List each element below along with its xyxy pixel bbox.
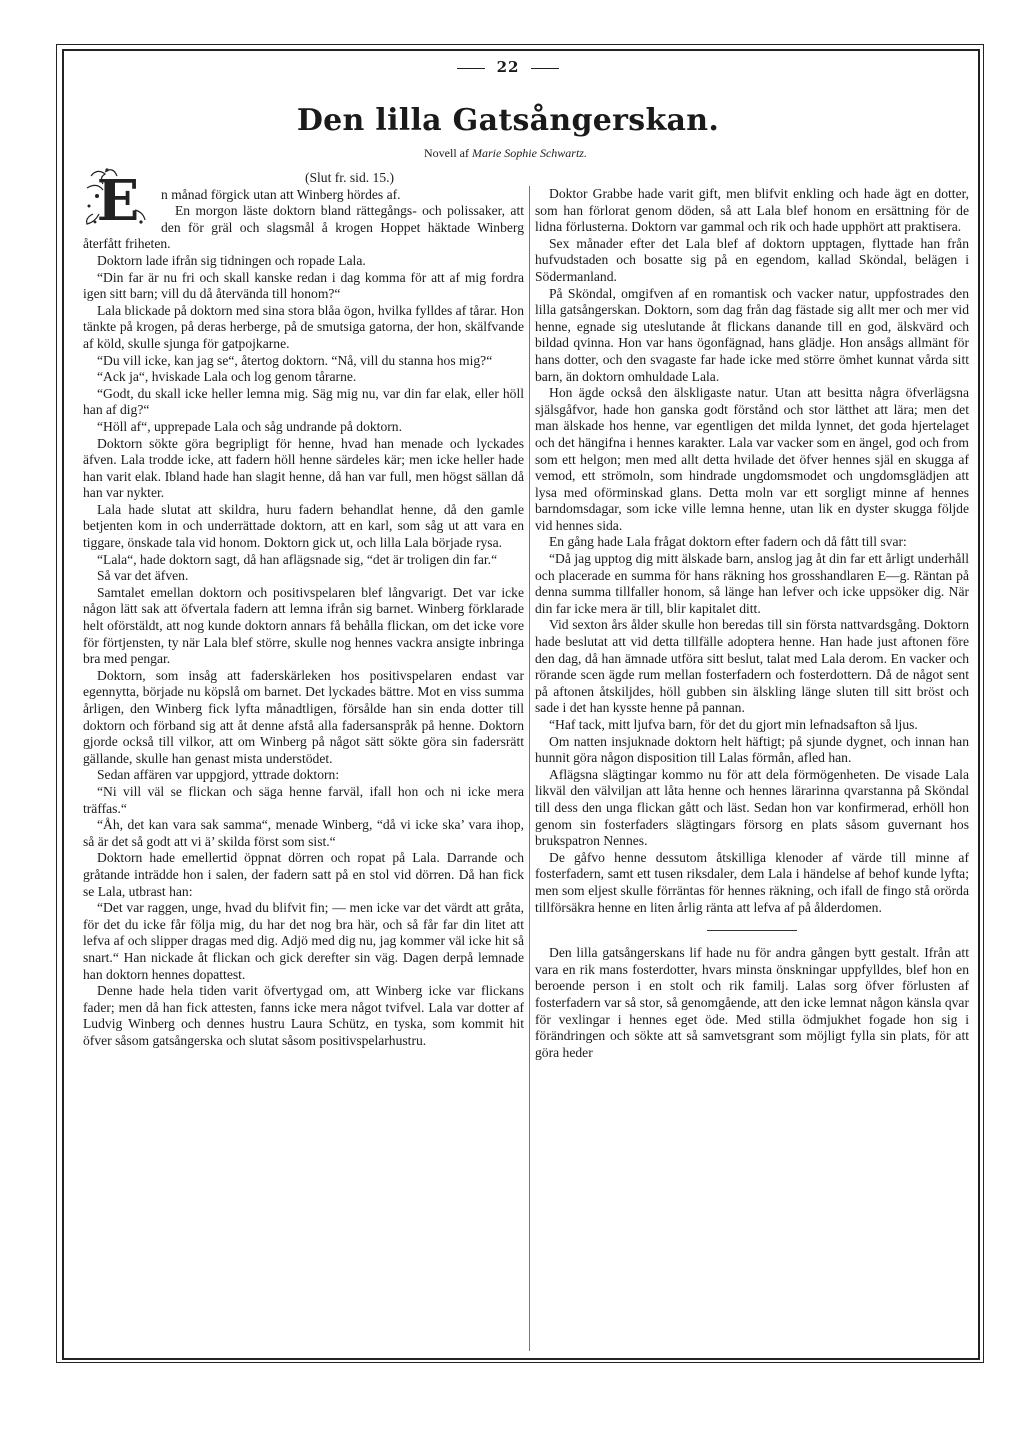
paragraph: “Lala“, hade doktorn sagt, då han aflägsnade sig, “det är troligen din far.“ — [97, 551, 498, 567]
paragraph: “Ni vill väl se flickan och säga henne farväl, ifall hon och ni icke mera träffas.“ — [83, 783, 524, 816]
section-rule — [707, 930, 797, 931]
paragraph: Doktor Grabbe hade varit gift, men blifvit enkling och hade ägt en dotter, som han förlorat genom döden, så att Lala blef honom en ersättning för de lidna förlusterna. Doktorn var gammal och rik och hade upphört att praktisera. — [535, 186, 969, 235]
page-number-text: 22 — [496, 58, 520, 76]
paragraph: Sex månader efter det Lala blef af doktorn upptagen, flyttade han från hufvudstaden och bosatte sig på en egendom, kallad Sköndal, belägen i Södermanland. — [535, 235, 969, 284]
paragraph: De gåfvo henne dessutom åtskilliga klenoder af värde till minne af fosterfadern, samt ett tusen riksdaler, dem Lala i händelse af behof kunde lyfta; men som eljest skulle förräntas för hennes räkning, och ifall de fingo stå orörda tillförsäkra henne en liten årlig ränta att lefva af på ålderdomen. — [535, 849, 969, 915]
paragraph: Samtalet emellan doktorn och positivspelaren blef långvarigt. Det var icke någon lätt sak att öfvertala fadern att lemna ifrån sig barnet. Winberg förklarade helt oförstäldt, att nog kunde doktorn annars få behålla flickan, om det icke vore för förtjensten, ty när Lala blef större, skulle nog hennes vackra ansigte inbringa bra med pengar. — [83, 584, 524, 667]
drop-cap-letter: E — [96, 168, 140, 228]
byline — [424, 146, 587, 161]
paragraph: Denne hade hela tiden varit öfvertygad om, att Winberg icke var flickans fader; men då han fick attesten, fanns icke mera något tvifvel. Lala var dotter af Ludvig Winberg och dennes hustru Laura Schütz, en tyska, som kommit hit öfver såsom gatsångerska och slutat såsom positivspelarhustru. — [83, 983, 524, 1048]
paragraph: “Det var raggen, unge, hvad du blifvit fin; — men icke var det värdt att gråta, för det du icke får följa mig, du har det nog bra här, och så får far din litet att lefva af och slipper dragas med dig. Adjö med dig nu, jag kommer väl icke hit så snart.“ Han nickade åt flickan och gick derefter sin väg. Dagen derpå lemnade han doktorn hennes dopattest. — [83, 900, 524, 982]
paragraph: n månad förgick utan att Winberg hördes af. — [161, 186, 401, 202]
paragraph: Doktorn, som insåg att faderskärleken hos positivspelaren endast var egennytta, började nu köpslå om barnet. Det lyckades bättre. Mot en viss summa årligen, den Winberg fick lyfta månadtligen, försålde han sin enda dotter till doktorn och förband sig att åt denne afstå alla fadersanspråk på henne. Doktorn gjorde också till vilkor, att om Winberg på något sätt sökte göra sin fadersrätt gällande, skulle han genast mista understödet. — [83, 667, 524, 766]
column-separator — [529, 186, 530, 1351]
paragraph: Doktorn hade emellertid öppnat dörren och ropat på Lala. Darrande och gråtande inträdde hon i salen, der fadern satt på en stol vid dörren. Då han fick se Lala, utbrast han: — [83, 850, 524, 899]
right-paragraphs — [535, 186, 969, 1061]
paragraph: Doktorn sökte göra begripligt för henne, hvad han menade och lyckades äfven. Lala trodde icke, att fadern höll henne särdeles kär; men icke heller hade han varit elak. Ibland hade han slagit henne, då han var full, men högst sällan då han var nykter. — [83, 435, 524, 501]
paragraph: “Godt, du skall icke heller lemna mig. Säg mig nu, var din far elak, eller höll han af dig?“ — [83, 385, 524, 418]
paragraph: En morgon läste doktorn bland rättegångs- och polissaker, att den för gräl och slagsmål å krogen Hoppet häktade Winberg återfått friheten. — [83, 203, 524, 252]
page-number-dash-left — [457, 68, 485, 69]
paragraph: Aflägsna slägtingar kommo nu för att dela förmögenheten. De visade Lala likväl den välviljan att låta henne och hennes lärarinna qvarstanna på Sköndal till dess den unga flickan gått och läst. Sedan hon var konfirmerad, erhöll hon genom sin fosterfaders slägtingars försorg en plats såsom guvernant hos brukspatron Nennes. — [535, 766, 969, 849]
page-number — [0, 58, 1016, 76]
paragraph: “Höll af“, upprepade Lala och såg undrande på doktorn. — [97, 418, 402, 434]
paragraph: Lala hade slutat att skildra, huru fadern behandlat henne, då den gamle betjenten kom in och underrättade doktorn, att en karl, som såg ut att vara en tiggare, önskade tala vid honom. Doktorn gick ut, och lilla Lala började rysa. — [83, 501, 524, 551]
paragraph: “Åh, det kan vara sak samma“, menade Winberg, “då vi icke ska’ vara ihop, så är det så godt att vi ä’ skilda först som sist.“ — [83, 817, 524, 849]
ornamental-drop-cap — [83, 166, 153, 228]
paragraph: Den lilla gatsångerskans lif hade nu för andra gången bytt gestalt. Ifrån att vara en rik mans fosterdotter, hvars minsta önskningar uppfylldes, blef hon en beroende person i en stolt och rik familj. Lalas sorg öfver förlusten af fosterfadern var så stor, så genomgående, att den icke lemnat någon känsla qvar för vexlingar i hennes eget öde. Med stilla ödmjukhet fogade hon sig i förändringen och sökte att så samvetsgrant som möjligt fylla sin plats, för att göra heder — [535, 945, 969, 1060]
paragraph: Sedan affären var uppgjord, yttrade doktorn: — [97, 767, 340, 783]
paragraph: “Haf tack, mitt ljufva barn, för det du gjort min lefnadsafton så ljus. — [549, 717, 918, 732]
paragraph: Doktorn lade ifrån sig tidningen och ropade Lala. — [97, 252, 366, 268]
paragraph: Lala blickade på doktorn med sina stora blåa ögon, hvilka fylldes af tårar. Hon tänkte på krogen, på deras herberge, på de smutsiga gatorna, der hon, skälfvande af köld, skulle sjunga för gatpojkarne. — [83, 302, 524, 351]
byline-prefix: Novell af — [424, 146, 469, 160]
page-number-dash-right — [531, 68, 559, 69]
paragraph: “Du vill icke, kan jag se“, återtog doktorn. “Nå, vill du stanna hos mig?“ — [97, 352, 493, 368]
left-column — [83, 170, 524, 1049]
paragraph: Så var det äfven. — [97, 568, 189, 584]
byline-author: Marie Sophie Schwartz. — [471, 146, 587, 160]
paragraph: “Ack ja“, hviskade Lala och log genom tårarne. — [97, 369, 357, 385]
left-paragraphs — [83, 187, 524, 1050]
paragraph: Om natten insjuknade doktorn helt häftigt; på sjunde dygnet, och innan han hunnit göra någon disposition till Lalas förmån, afled han. — [535, 733, 969, 766]
paragraph: “Då jag upptog dig mitt älskade barn, anslog jag åt din far ett årligt underhåll och placerade en summa för hans räkning hos grosshandlaren E—g. Räntan på denna summa tillfaller honom, så länge han lefver och icke uppsöker dig. När din far icke mera är till, blir kapitalet ditt. — [535, 551, 969, 616]
paragraph: “Din far är nu fri och skall kanske redan i dag komma för att af mig fordra igen sitt barn; vill du då återvända till honom?“ — [83, 269, 524, 302]
article-title: Den lilla Gatsångerskan. — [296, 103, 720, 138]
paragraph: På Sköndal, omgifven af en romantisk och vacker natur, uppfostrades den lilla gatsångerskan. Doktorn, som dag från dag fästade sig allt mer och mer vid henne, egnade sig uteslutande åt flickans danande till en god, älskvärd och bildad qvinna. Hon var hans ögonfägnad, hans glädje. Hon ansågs allmänt för hans dotter, och den svagaste far hade icke med större ömhet kunnat vårda sitt barn, än doktorn omhuldade Lala. — [535, 285, 969, 384]
paragraph: Vid sexton års ålder skulle hon beredas till sin första nattvardsgång. Doktorn hade beslutat att vid detta tillfälle adoptera henne. Han hade just aftonen före den dag, då han ämnade utföra sitt beslut, talat med Lala derom. En vacker och rörande scen ägde rum mellan fosterfadern och fosterdottern. Då de något sent på aftonen åtskiljdes, höll gubben sin älskling länge sluten till sitt bröst och sade i det han kysste henne på pannan. — [535, 617, 969, 716]
continuation-note: (Slut fr. sid. 15.) — [304, 170, 395, 185]
paragraph: En gång hade Lala frågat doktorn efter fadern och då fått till svar: — [549, 534, 907, 550]
right-column — [535, 186, 969, 1061]
paragraph: Hon ägde också den älskligaste natur. Utan att besitta några öfverlägsna själsgåfvor, hade hon ganska godt förstånd och stor lätthet att lära; men det man älskade hos henne, var egentligen det milda lynnet, det goda hjertelaget och det hängifna i hennes karakter. Lala var vacker som en ängel, god och from som ett helgon; men med allt detta hvilade det öfver hennes själ en skugga af vemod, ett strömoln, som hindrade ungdomsmodet och ungdomsglädjen att lysa med oförminskad glans. Detta moln var ett sorgligt minne af hennes barndomsdagar, som icke ville lemna henne, utan lik en dyster skugga följde vid hennes sida. — [535, 385, 969, 533]
